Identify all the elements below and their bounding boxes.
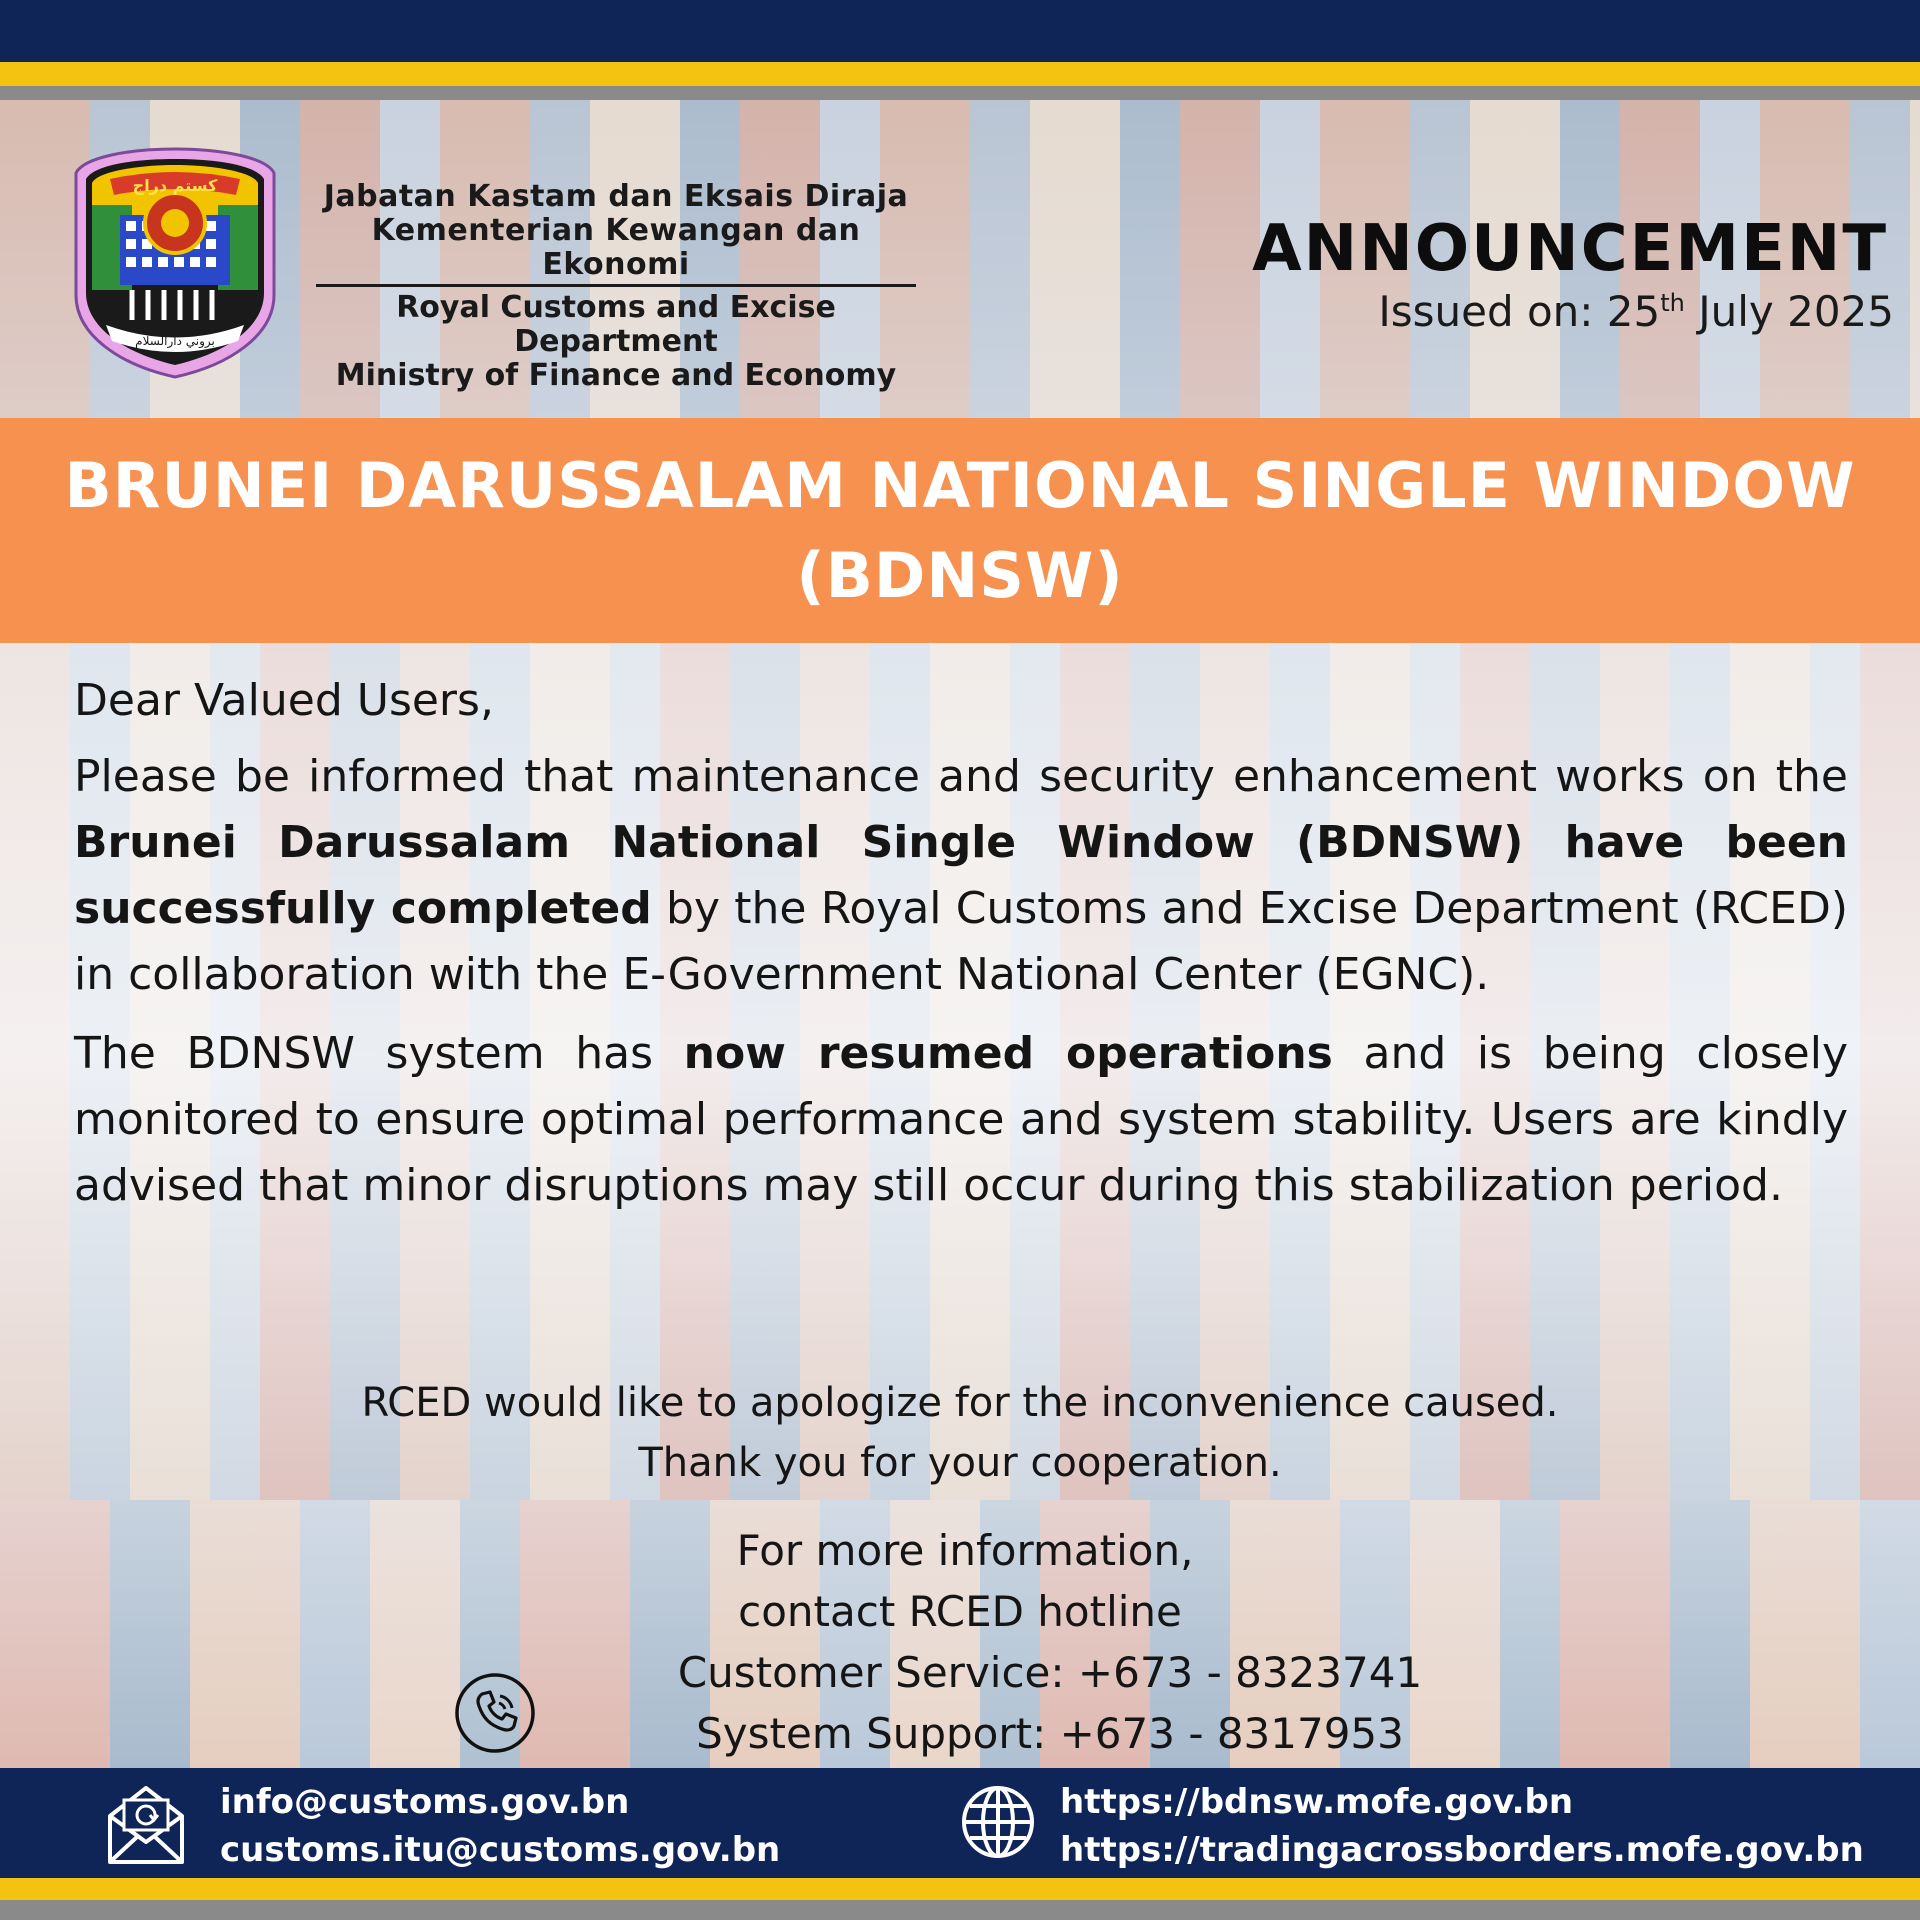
headline-banner xyxy=(0,418,1920,643)
top-navy-bar xyxy=(0,0,1920,62)
org-english-name: Royal Customs and Excise Department xyxy=(396,290,836,359)
apology-line: RCED would like to apologize for the inconvenience caused. xyxy=(361,1380,1559,1426)
contact-footer xyxy=(0,1768,1920,1878)
mail-icon xyxy=(104,1778,188,1868)
announcement-title: ANNOUNCEMENT xyxy=(1252,212,1888,286)
system-support-number[interactable]: System Support: +673 - 8317953 xyxy=(696,1709,1404,1758)
logo-bottom-text: بروني دارالسلام xyxy=(135,334,215,348)
paragraph-2-start: The BDNSW system has xyxy=(74,1028,684,1079)
bottom-yellow-bar xyxy=(0,1878,1920,1900)
org-malay-ministry: Kementerian Kewangan dan Ekonomi xyxy=(316,214,916,287)
issued-date xyxy=(1378,287,1894,336)
issued-prefix: Issued on: 25 xyxy=(1378,287,1661,336)
announcement-body xyxy=(74,668,1848,1232)
paragraph-1-highlight: Brunei Darussalam National Single Window (BDNSW) have been successfully completed xyxy=(74,817,1848,934)
paragraph-1-end: by the Royal Customs and Excise Department (RCED) in collaboration with the E-Government National Center (EGNC). xyxy=(74,883,1848,1000)
contact-hotline-line: contact RCED hotline xyxy=(738,1587,1182,1636)
paragraph-1 xyxy=(74,744,1848,1008)
org-malay-name: Jabatan Kastam dan Eksais Diraja xyxy=(323,179,909,214)
top-grey-bar xyxy=(0,86,1920,100)
logo-top-text: كستم دراج xyxy=(132,176,218,195)
trading-website-link[interactable]: https://tradingacrossborders.mofe.gov.bn xyxy=(1060,1830,1864,1870)
customer-service-number[interactable]: Customer Service: +673 - 8323741 xyxy=(677,1648,1423,1697)
bdnsw-website-link[interactable]: https://bdnsw.mofe.gov.bn xyxy=(1060,1782,1574,1822)
closing-message xyxy=(0,1373,1920,1493)
email-info-link[interactable]: info@customs.gov.bn xyxy=(220,1782,630,1822)
paragraph-1-start: Please be informed that maintenance and security enhancement works on the xyxy=(74,751,1848,802)
paragraph-2-end: and is being closely monitored to ensure optimal performance and system stability. Users are kindly advised that minor disruptions may still occur during this stabilization period. xyxy=(74,1028,1848,1211)
issued-suffix: July 2025 xyxy=(1684,287,1894,336)
paragraph-2 xyxy=(74,1021,1848,1219)
top-yellow-bar xyxy=(0,62,1920,86)
customs-emblem-logo xyxy=(70,145,280,380)
headline-line-2: (BDNSW) xyxy=(796,539,1124,612)
paragraph-2-highlight: now resumed operations xyxy=(683,1028,1333,1079)
thank-you-line: Thank you for your cooperation. xyxy=(638,1440,1282,1486)
org-english-ministry: Ministry of Finance and Economy xyxy=(335,358,897,393)
email-itu-link[interactable]: customs.itu@customs.gov.bn xyxy=(220,1830,781,1870)
phone-icon xyxy=(452,1670,538,1756)
contact-information xyxy=(0,1520,1920,1764)
bottom-grey-bar xyxy=(0,1900,1920,1920)
headline-line-1: BRUNEI DARUSSALAM NATIONAL SINGLE WINDOW xyxy=(64,449,1856,522)
globe-icon xyxy=(958,1782,1038,1862)
issued-ordinal: th xyxy=(1660,289,1685,317)
greeting: Dear Valued Users, xyxy=(74,675,494,726)
contact-intro-line: For more information, xyxy=(736,1526,1194,1575)
organization-name-block xyxy=(316,180,916,393)
